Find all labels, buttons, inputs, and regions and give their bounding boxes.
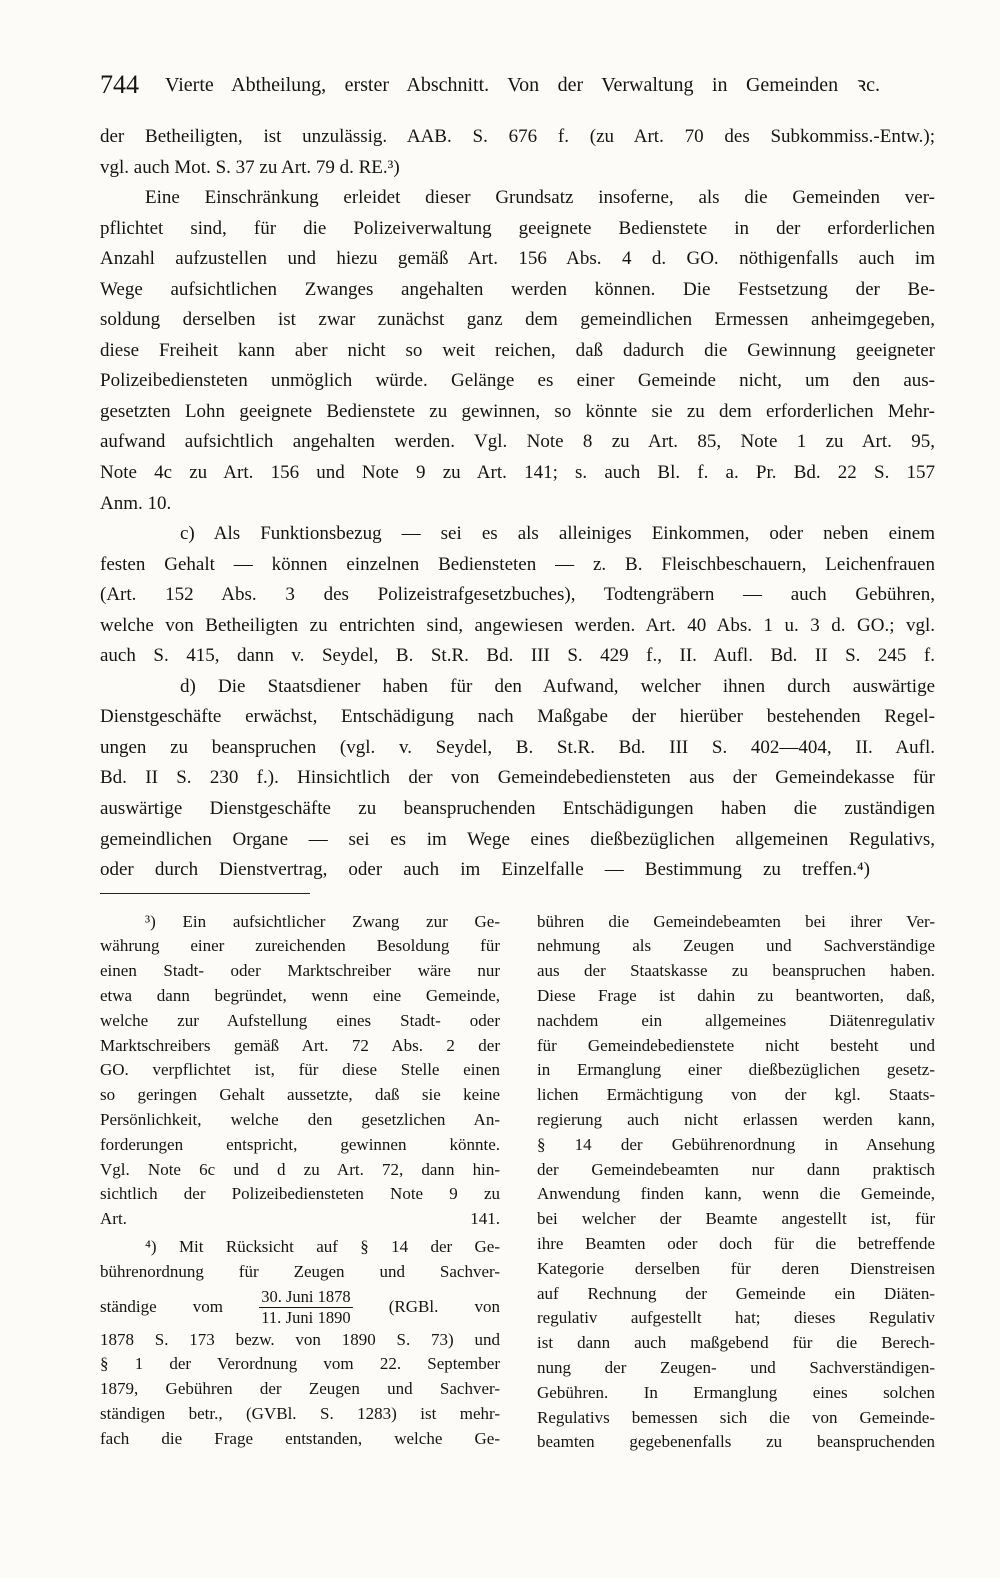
footnote-line: Kategorie derselben für deren Dienstreisen [537, 1258, 935, 1278]
footnote-line: § 1 der Verordnung vom 22. September [100, 1354, 500, 1374]
text-line: festen Gehalt — können einzelnen Bediensteten — z. B. Fleischbeschauern, Leichenfrauen [100, 553, 935, 575]
footnote-line: ³) Ein aufsichtlicher Zwang zur Ge- [145, 911, 500, 931]
text-line: (Art. 152 Abs. 3 des Polizeistrafgesetzbuches), Todtengräbern — auch Gebühren, [100, 584, 935, 606]
footnote-line: GO. verpflichtet ist, für diese Stelle einen [100, 1060, 500, 1080]
footnote-line: nung der Zeugen- und Sachverständigen- [537, 1357, 935, 1377]
footnote-line: einen Stadt- oder Marktschreiber wäre nur [100, 961, 500, 981]
fraction-denominator: 11. Juni 1890 [261, 1308, 351, 1328]
footnote-line: Persönlichkeit, welche den gesetzlichen An- [100, 1109, 500, 1129]
text-line: Bd. II S. 230 f.). Hinsichtlich der von Gemeindebediensteten aus der Gemeindekasse für [100, 767, 935, 789]
text-line: der Betheiligten, ist unzulässig. AAB. S. 676 f. (zu Art. 70 des Subkommiss.-Entw.); [100, 126, 935, 147]
footnote-line: nachdem ein allgemeines Diätenregulativ [537, 1010, 935, 1030]
footnote-line: währung einer zureichenden Besoldung für [100, 936, 500, 956]
footnote-line: Art. 141. [100, 1209, 500, 1229]
footnote-line: ständigen betr., (GVBl. S. 1283) ist mehr- [100, 1403, 500, 1423]
text-line: Eine Einschränkung erleidet dieser Grundsatz insoferne, als die Gemeinden ver- [145, 187, 935, 209]
footnote-line: nehmung als Zeugen und Sachverständige [537, 936, 935, 956]
date-fraction [259, 1288, 352, 1327]
footnote-line: ist dann auch maßgebend für die Berech- [537, 1333, 935, 1353]
text-line: Anm. 10. [100, 492, 172, 514]
footnote-line: Gebühren. In Ermanglung eines solchen [537, 1382, 935, 1402]
footnote-line: auf Rechnung der Gemeinde ein Diäten- [537, 1283, 935, 1303]
footnote-line: bührenordnung für Zeugen und Sachver- [100, 1261, 500, 1281]
text-line: d) Die Staatsdiener haben für den Aufwand, welcher ihnen durch auswärtige [180, 675, 935, 697]
footnote-line: in Ermanglung einer dießbezüglichen gesetz- [537, 1060, 935, 1080]
footnote-line: so geringen Gehalt aussetzte, daß sie keine [100, 1085, 500, 1105]
text-line: aufwand aufsichtlich angehalten werden. Vgl. Note 8 zu Art. 85, Note 1 zu Art. 95, [100, 431, 935, 453]
footnote-line: Diese Frage ist dahin zu beantworten, daß, [537, 985, 935, 1005]
footnote-line: Marktschreibers gemäß Art. 72 Abs. 2 der [100, 1035, 500, 1055]
fraction-line-before: ständige vom [100, 1296, 224, 1316]
footnote-line: der Gemeindebeamten nur dann praktisch [537, 1159, 935, 1179]
text-line: ungen zu beanspruchen (vgl. v. Seydel, B. St.R. Bd. III S. 402—404, II. Aufl. [100, 736, 935, 758]
text-line: soldung derselben ist zwar zunächst ganz dem gemeindlichen Ermessen anheimgegeben, [100, 309, 935, 331]
footnote-column-left [100, 910, 500, 1452]
footnote-line: Vgl. Note 6c und d zu Art. 72, dann hin- [100, 1159, 500, 1179]
text-line: Wege aufsichtlichen Zwanges angehalten werden können. Die Festsetzung der Be- [100, 278, 935, 300]
running-title: Vierte Abtheilung, erster Abschnitt. Von der Verwaltung in Gemeinden ꝛc. [165, 74, 880, 96]
text-line: c) Als Funktionsbezug — sei es als alleiniges Einkommen, oder neben einem [180, 523, 935, 545]
footnote-line: bühren die Gemeindebeamten bei ihrer Ver- [537, 911, 935, 931]
footnote-line: welche zur Aufstellung eines Stadt- oder [100, 1010, 500, 1030]
text-line: gemeindlichen Organe — sei es im Wege eines dießbezüglichen allgemeinen Regulativs, [100, 828, 935, 850]
footnote-line: ihre Beamten oder doch für die betreffende [537, 1233, 935, 1253]
footnote-line: bei welcher der Beamte angestellt ist, für [537, 1209, 935, 1229]
footnote-line: regierung auch nicht erlassen werden kann, [537, 1109, 935, 1129]
footnote-line-with-date-fraction [100, 1285, 500, 1328]
footnote-line: forderungen entspricht, gewinnen könnte. [100, 1134, 500, 1154]
footnote-line: § 14 der Gebührenordnung in Ansehung [537, 1134, 935, 1154]
footnote-line: lichen Ermächtigung von der kgl. Staats- [537, 1085, 935, 1105]
footnote-line: 1879, Gebühren der Zeugen und Sachver- [100, 1379, 500, 1399]
footnote-line: 1878 S. 173 bezw. von 1890 S. 73) und [100, 1329, 500, 1349]
footnote-separator [100, 893, 310, 894]
footnote-line: Anwendung finden kann, wenn die Gemeinde, [537, 1184, 935, 1204]
text-line: Anzahl aufzustellen und hiezu gemäß Art. 156 Abs. 4 d. GO. nöthigenfalls auch im [100, 248, 935, 270]
footnote-line: aus der Staatskasse zu beanspruchen haben. [537, 961, 935, 981]
footnote-line: ⁴) Mit Rücksicht auf § 14 der Ge- [145, 1236, 500, 1256]
text-line: pflichtet sind, für die Polizeiverwaltung geeignete Bedienstete in der erforderlichen [100, 217, 935, 239]
fraction-line-after: (RGBl. von [388, 1296, 500, 1316]
footnote-line: sichtlich der Polizeibediensteten Note 9 zu [100, 1184, 500, 1204]
text-line: Dienstgeschäfte erwächst, Entschädigung nach Maßgabe der hierüber bestehenden Regel- [100, 706, 935, 728]
running-head [100, 68, 935, 102]
footnote-line: regulativ aufgestellt hat; dieses Regulativ [537, 1308, 935, 1328]
text-line: Note 4c zu Art. 156 und Note 9 zu Art. 141; s. auch Bl. f. a. Pr. Bd. 22 S. 157 [100, 462, 935, 484]
footnote-column-right [537, 910, 935, 1456]
footnote-line: für Gemeindebedienstete nicht besteht und [537, 1035, 935, 1055]
footnote-line: etwa dann begründet, wenn eine Gemeinde, [100, 985, 500, 1005]
text-line: auch S. 415, dann v. Seydel, B. St.R. Bd. III S. 429 f., II. Aufl. Bd. II S. 245 f. [100, 645, 935, 667]
page-number: 744 [100, 70, 139, 99]
text-line: auswärtige Dienstgeschäfte zu beanspruchenden Entschädigungen haben die zuständigen [100, 798, 935, 820]
footnote-line: fach die Frage entstanden, welche Ge- [100, 1428, 500, 1448]
text-line: Polizeibediensteten unmöglich würde. Gelänge es einer Gemeinde nicht, um den aus- [100, 370, 935, 392]
main-text [100, 122, 935, 886]
text-line: oder durch Dienstvertrag, oder auch im Einzelfalle — Bestimmung zu treffen.⁴) [100, 859, 870, 881]
text-line: diese Freiheit kann aber nicht so weit reichen, daß dadurch die Gewinnung geeigneter [100, 339, 935, 361]
text-line: welche von Betheiligten zu entrichten sind, angewiesen werden. Art. 40 Abs. 1 u. 3 d. GO.; vgl. [100, 614, 935, 636]
footnote-line: beamten gegebenenfalls zu beanspruchenden [537, 1432, 935, 1452]
text-line: gesetzten Lohn geeignete Bedienstete zu gewinnen, so könnte sie zu dem erforderlichen Mehr- [100, 400, 935, 422]
footnote-line: Regulativs bemessen sich die von Gemeinde- [537, 1407, 935, 1427]
fraction-numerator: 30. Juni 1878 [261, 1287, 351, 1307]
text-line: vgl. auch Mot. S. 37 zu Art. 79 d. RE.³) [100, 156, 400, 178]
